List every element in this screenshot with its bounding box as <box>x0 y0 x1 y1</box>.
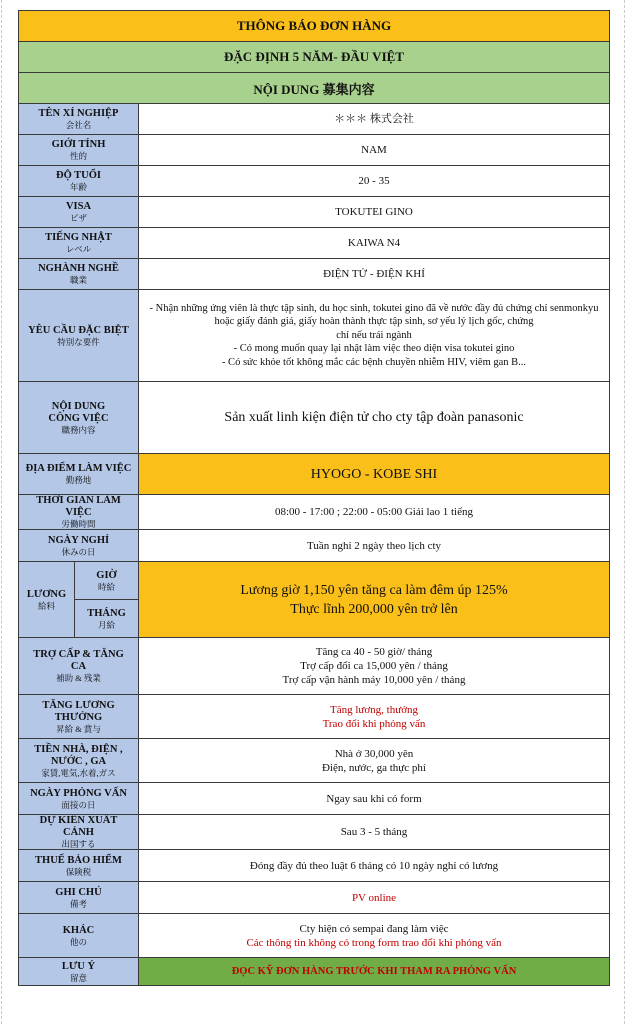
table-row <box>19 290 610 382</box>
table-row <box>19 882 610 914</box>
allowance-line: Trợ cấp đổi ca 15,000 yên / tháng <box>300 660 448 672</box>
gridline <box>1 0 2 1024</box>
table-row <box>19 197 610 228</box>
requirement-line: - Có sức khỏe tốt không mắc các bệnh chuyền nhiễm HIV, viêm gan B... <box>221 356 527 368</box>
table-row <box>19 135 610 166</box>
japanese-level-value: KAIWA N4 <box>139 228 610 259</box>
table-row <box>19 228 610 259</box>
order-notice-table <box>18 10 610 986</box>
table-row <box>19 695 610 739</box>
subtitle-row <box>19 42 610 73</box>
days-off-value: Tuần nghỉ 2 ngày theo lịch cty <box>139 530 610 562</box>
gender-value: NAM <box>139 135 610 166</box>
table-row <box>19 739 610 783</box>
industry-value: ĐIỆN TỬ - ĐIỆN KHÍ <box>139 259 610 290</box>
table-row <box>19 530 610 562</box>
company-label: TÊN XÍ NGHIỆP 会社名 <box>19 104 139 135</box>
other-line: Các thông tin không có trong form trao đổi khi phỏng vấn <box>246 936 502 949</box>
job-content-value: Sản xuất linh kiện điện tử cho cty tập đoàn panasonic <box>139 382 610 454</box>
requirement-line: - Có mong muốn quay lại nhật làm việc theo diện visa tokutei gino <box>233 343 515 355</box>
japanese-level-label: TIẾNG NHẬT レベル <box>19 228 139 259</box>
table-row <box>19 850 610 882</box>
visa-value: TOKUTEI GINO <box>139 197 610 228</box>
table-row <box>19 562 610 600</box>
housing-utilities-label: TIỀN NHÀ, ĐIỆN , NƯỚC , GA 家賃,電気,水着,ガス <box>19 739 139 783</box>
work-time-value: 08:00 - 17:00 ; 22:00 - 05:00 Giải lao 1 tiếng <box>139 495 610 530</box>
allowance-line: Tăng ca 40 - 50 giờ/ tháng <box>315 646 433 658</box>
work-location-label: ĐỊA ĐIỂM LÀM VIỆC 勤務地 <box>19 454 139 495</box>
salary-line: Lương giờ 1,150 yên tăng ca làm đêm úp 125% <box>240 582 508 598</box>
hourly-wage-label: GIỜ 時給 <box>75 562 139 600</box>
allowance-label: TRỢ CẤP & TĂNG CA 補助 & 残業 <box>19 638 139 695</box>
gridline <box>624 0 625 1024</box>
attention-label: LƯU Ý 留意 <box>19 958 139 986</box>
housing-line: Nhà ở 30,000 yên <box>334 747 414 760</box>
raise-line: Trao đổi khi phỏng vấn <box>322 717 426 730</box>
table-row <box>19 259 610 290</box>
table-row <box>19 104 610 135</box>
allowance-line: Trợ cấp vận hành máy 10,000 yên / tháng <box>282 674 466 686</box>
notice-subtitle: ĐẶC ĐỊNH 5 NĂM- ĐẦU VIỆT <box>19 42 610 73</box>
monthly-wage-label: THÁNG 月給 <box>75 600 139 638</box>
table-row <box>19 815 610 850</box>
days-off-label: NGÀY NGHỈ 休みの日 <box>19 530 139 562</box>
age-label: ĐỘ TUỔI 年齢 <box>19 166 139 197</box>
other-label: KHÁC 他の <box>19 914 139 958</box>
industry-label: NGHÀNH NGHỀ 職業 <box>19 259 139 290</box>
section-row <box>19 73 610 104</box>
table-row <box>19 638 610 695</box>
note-label: GHI CHÚ 備考 <box>19 882 139 914</box>
job-content-label: NỘI DUNG CÔNG VIỆC 職務内容 <box>19 382 139 454</box>
interview-date-value: Ngay sau khi có form <box>139 783 610 815</box>
other-value <box>139 914 610 958</box>
raise-bonus-label: TĂNG LƯƠNG THƯỞNG 昇給 & 賞与 <box>19 695 139 739</box>
housing-line: Điện, nước, ga thực phí <box>322 761 426 774</box>
work-time-label: THỜI GIAN LÀM VIỆC 労働時間 <box>19 495 139 530</box>
salary-label: LƯƠNG 給料 <box>19 562 75 638</box>
table-row <box>19 454 610 495</box>
work-location-value: HYOGO - KOBE SHI <box>139 454 610 495</box>
insurance-value: Đóng đầy đủ theo luật 6 tháng có 10 ngày nghỉ có lương <box>139 850 610 882</box>
gender-label: GIỚI TÍNH 性的 <box>19 135 139 166</box>
allowance-value <box>139 638 610 695</box>
special-requirements-label: YÊU CẦU ĐẶC BIỆT 特別な要件 <box>19 290 139 382</box>
table-row <box>19 495 610 530</box>
requirement-line: - Nhận những ứng viên là thực tập sinh, du học sinh, tokutei gino đã về nước đầy đủ chứng chỉ senmonkyu hoặc giấy đánh giá, giấy hoàn thành thực tập sinh, sơ yếu lý lịch gốc, chứng <box>149 302 599 328</box>
note-value: PV online <box>139 882 610 914</box>
raise-line: Tăng lương, thưởng <box>329 703 419 716</box>
company-value: ＊＊＊ 株式会社 <box>139 104 610 135</box>
housing-utilities-value <box>139 739 610 783</box>
other-line: Cty hiện có sempai đang làm việc <box>299 922 449 935</box>
requirement-line: chỉ nếu trái ngành <box>336 329 412 341</box>
table-row <box>19 166 610 197</box>
table-row <box>19 382 610 454</box>
departure-label: DỰ KIẾN XUẤT CẢNH 出国する <box>19 815 139 850</box>
table-row <box>19 958 610 986</box>
interview-date-label: NGÀY PHỎNG VẤN 面接の日 <box>19 783 139 815</box>
salary-value <box>139 562 610 638</box>
visa-label: VISA ビザ <box>19 197 139 228</box>
notice-title: THÔNG BÁO ĐƠN HÀNG <box>19 11 610 42</box>
section-heading: NỘI DUNG 募集内容 <box>19 73 610 104</box>
table-row <box>19 783 610 815</box>
title-row <box>19 11 610 42</box>
table-row <box>19 914 610 958</box>
attention-value: ĐỌC KỸ ĐƠN HÀNG TRƯỚC KHI THAM RA PHỎNG VẤN <box>139 958 610 986</box>
raise-bonus-value <box>139 695 610 739</box>
insurance-label: THUẾ BẢO HIỂM 保険税 <box>19 850 139 882</box>
departure-value: Sau 3 - 5 tháng <box>139 815 610 850</box>
salary-line: Thực lĩnh 200,000 yên trở lên <box>290 601 458 617</box>
age-value: 20 - 35 <box>139 166 610 197</box>
special-requirements-value <box>139 290 610 382</box>
